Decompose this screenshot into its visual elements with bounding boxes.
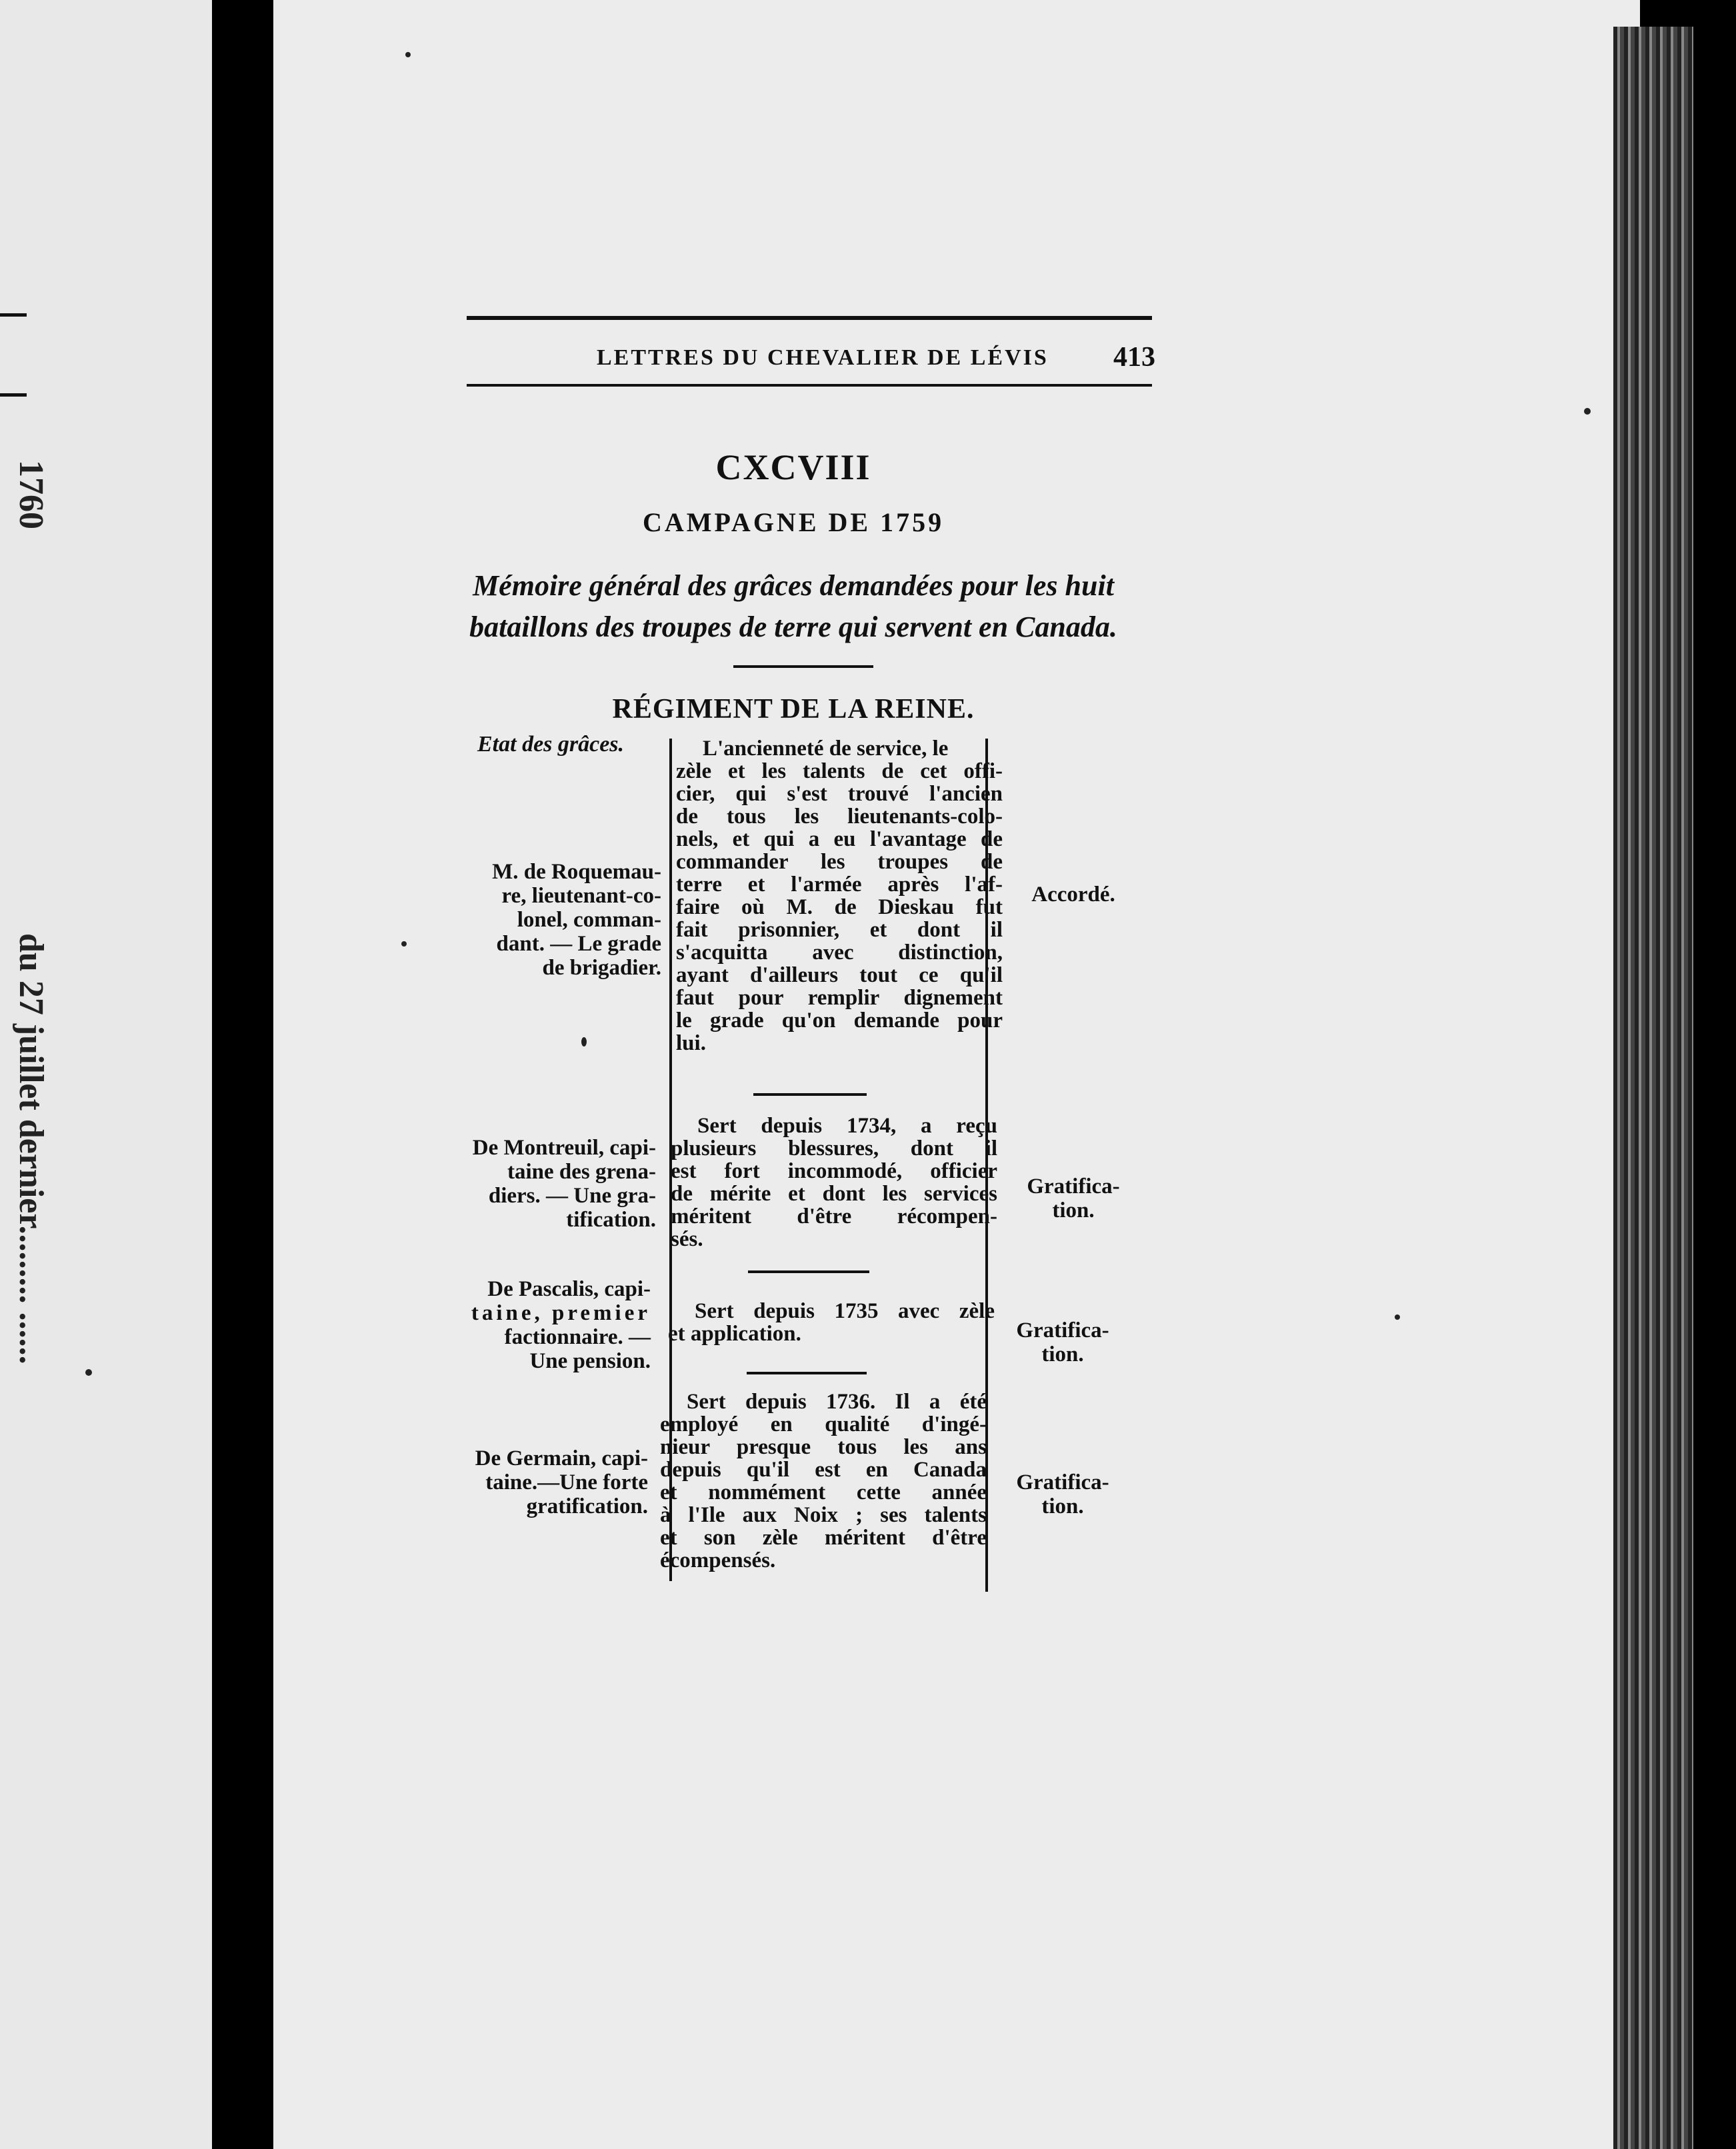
- entry-decision: [1000, 1174, 1147, 1222]
- text-line: et application.: [668, 1322, 801, 1346]
- text-line: commander les troupes de: [676, 850, 1003, 874]
- text-line: s'acquitta avec distinction,: [676, 941, 1003, 965]
- entry-decision: [1000, 883, 1147, 907]
- entry-reasons: [676, 737, 1003, 1055]
- text-line: Sert depuis 1735 avec zèle: [695, 1299, 995, 1323]
- text-line: De Pascalis, capi-: [487, 1277, 651, 1301]
- memoire-title: [440, 565, 1147, 648]
- text-line: nels, et qui a eu l'avantage de: [676, 827, 1003, 851]
- text-line: de tous les lieutenants-colo-: [676, 805, 1003, 829]
- text-line: est fort incommodé, officier: [671, 1159, 997, 1183]
- text-line: M. de Roquemau-: [492, 860, 661, 884]
- text-line: taine des grena-: [507, 1160, 656, 1184]
- text-line: re, lieutenant-co-: [501, 884, 661, 908]
- text-line: tion.: [1041, 1494, 1084, 1518]
- text-line: lui.: [676, 1031, 706, 1055]
- entry-decision: [989, 1318, 1136, 1366]
- text-line: terre et l'armée après l'af-: [676, 873, 1003, 897]
- text-line: Gratifica-: [1016, 1318, 1109, 1342]
- campaign-heading: CAMPAGNE DE 1759: [642, 507, 945, 537]
- book-page: [273, 0, 1640, 2149]
- text-line: L'ancienneté de service, le: [703, 737, 949, 761]
- column-heading: Etat des grâces.: [477, 732, 625, 757]
- scan-speck: [1584, 408, 1591, 415]
- memoire-title-line: Mémoire général des grâces demandées pour les huit: [473, 569, 1114, 602]
- text-line: depuis qu'il est en Canada: [660, 1458, 987, 1482]
- text-line: sés.: [671, 1227, 703, 1251]
- text-line: faire où M. de Dieskau fut: [676, 895, 1003, 919]
- text-line: Sert depuis 1736. Il a été: [687, 1390, 987, 1414]
- entry-request: [424, 1277, 651, 1373]
- left-page-rule-mark: [0, 313, 27, 317]
- text-line: nieur presque tous les ans: [660, 1435, 987, 1459]
- scan-speck: [405, 52, 411, 57]
- text-line: tion.: [1041, 1342, 1084, 1366]
- text-line: écompensés.: [660, 1548, 776, 1572]
- entry-request: [421, 1446, 648, 1518]
- scan-speck: [581, 1037, 587, 1047]
- text-line: Gratifica-: [1016, 1470, 1109, 1494]
- scan-speck: [401, 941, 407, 947]
- text-line: De Germain, capi-: [475, 1446, 648, 1470]
- text-line: taine, premier: [471, 1301, 651, 1325]
- entry-divider: [753, 1093, 867, 1096]
- text-line: taine.—Une forte: [485, 1470, 648, 1494]
- text-line: ayant d'ailleurs tout ce qu'il: [676, 963, 1003, 987]
- left-facing-page: [0, 0, 212, 2149]
- text-line: factionnaire. —: [504, 1325, 651, 1349]
- document-number: CXCVIII: [715, 447, 871, 487]
- left-page-rule-mark: [0, 393, 27, 397]
- text-line: le grade qu'on demande pour: [676, 1009, 1003, 1033]
- text-line: Gratifica-: [1027, 1174, 1120, 1198]
- entry-divider: [747, 1372, 867, 1374]
- text-line: gratification.: [526, 1494, 648, 1518]
- entry-request: [429, 1136, 656, 1232]
- memoire-title-line: bataillons des troupes de terre qui servent en Canada.: [469, 611, 1117, 643]
- entry-decision: [989, 1470, 1136, 1518]
- entry-reasons: [671, 1114, 997, 1250]
- scan-speck: [85, 1369, 92, 1376]
- text-line: faut pour remplir dignement: [676, 986, 1003, 1010]
- text-line: Une pension.: [529, 1349, 651, 1373]
- text-line: De Montreuil, capi-: [472, 1136, 656, 1160]
- entry-reasons: [660, 1390, 987, 1572]
- text-line: dant. — Le grade: [496, 932, 661, 956]
- text-line: et son zèle méritent d'être: [660, 1526, 987, 1550]
- text-line: zèle et les talents de cet offi-: [676, 759, 1003, 783]
- header-bottom-rule: [467, 384, 1152, 387]
- text-line: lonel, comman-: [517, 908, 661, 932]
- scan-speck: [1395, 1314, 1400, 1320]
- header-top-rule: [467, 316, 1152, 320]
- page-number: 413: [1113, 342, 1155, 373]
- left-margin-text: du 27 juillet dernier......... ......: [12, 933, 50, 1364]
- left-margin-date: 1760: [12, 460, 50, 529]
- text-line: tion.: [1052, 1198, 1095, 1222]
- page-edges: [1613, 27, 1693, 2149]
- text-line: Accordé.: [1031, 883, 1115, 907]
- text-line: Sert depuis 1734, a reçu: [697, 1114, 997, 1138]
- entry-reasons: [668, 1300, 995, 1345]
- text-line: plusieurs blessures, dont il: [671, 1136, 997, 1160]
- entry-request: [435, 860, 661, 980]
- text-line: fait prisonnier, et dont il: [676, 918, 1003, 942]
- book-gutter: [212, 0, 273, 2149]
- running-head: LETTRES DU CHEVALIER DE LÉVIS: [597, 345, 1049, 370]
- text-line: diers. — Une gra-: [488, 1184, 656, 1208]
- text-line: et nommément cette année: [660, 1480, 987, 1504]
- text-line: tification.: [566, 1208, 656, 1232]
- title-divider: [733, 665, 873, 668]
- text-line: cier, qui s'est trouvé l'ancien: [676, 782, 1003, 806]
- entry-divider: [748, 1270, 869, 1273]
- text-line: méritent d'être récompen-: [671, 1204, 997, 1228]
- regiment-heading: RÉGIMENT DE LA REINE.: [612, 694, 975, 725]
- text-line: employé en qualité d'ingé-: [660, 1412, 987, 1436]
- text-line: à l'Ile aux Noix ; ses talents: [660, 1503, 987, 1527]
- text-line: de brigadier.: [542, 956, 661, 980]
- text-line: de mérite et dont les services: [671, 1182, 997, 1206]
